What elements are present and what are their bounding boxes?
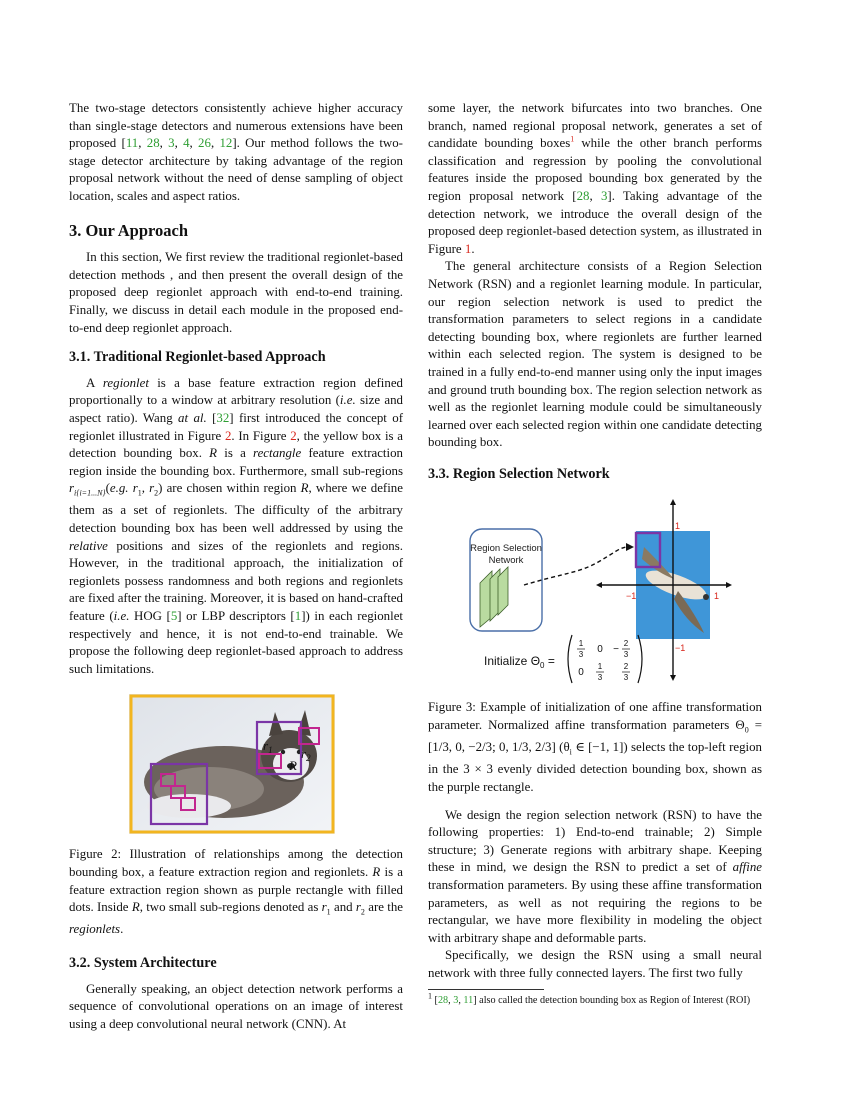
tick-label-top: 1: [675, 521, 681, 532]
svg-text:0: 0: [578, 667, 584, 679]
citation-link[interactable]: 5: [170, 609, 178, 624]
init-equation-label: Initialize $\Theta_0$ =: [484, 654, 555, 671]
architecture-paragraph-2: The general architecture consists of a Region Selection Network (RSN) and a regionlet learning module. In particular, our region selection network is used to predict the transformation parameters to select regions in a candidate detecting bounding box, where regionlets are further learned within each selected region. The system is designed to be trained in a fully end-to-end manner using only the input images and ground truth bounding box. The region selection network as well as the regionlet learning module could be simultaneously learned over each selected region within one candidate detecting bounding box.: [428, 259, 762, 450]
citation-link[interactable]: 3: [168, 136, 175, 151]
svg-text:0: 0: [597, 644, 603, 656]
tick-label-right: 1: [714, 591, 720, 602]
svg-text:1: 1: [597, 662, 603, 672]
citation-link[interactable]: 4: [183, 136, 190, 151]
rsn-label-line1: Region Selection: [470, 543, 542, 555]
rsn-design-paragraph: Specifically, we design the RSN using a small neural network with three fully connected layers. The first two fully: [428, 948, 762, 980]
rsn-properties-paragraph: We design the region selection network (RSN) to have the following properties: 1) End-to-end trainable; 2) Simple structure; 3) Generate regions with arbitrary shape. Keeping these in mind, we design the RSN to predict a set of affine transformation parameters. By using these affine transformation parameters, as well as not requiring the regions to be rectangular, we have more flexibility in modeling the object with arbitrary shape and deformable parts.: [428, 807, 762, 945]
figure-link[interactable]: 2: [224, 428, 232, 443]
svg-text:3: 3: [578, 650, 584, 660]
subsection-heading: 3.3. Region Selection Network: [428, 465, 610, 482]
footnote: $^1$ [28, 3, 11] also called the detection bounding box as Region of Interest (ROI): [428, 991, 751, 1006]
section-paragraph: Generally speaking, an object detection network performs a sequence of convolutional operations on an image of interest using a deep convolutional neural network (CNN). At: [69, 981, 403, 1031]
rsn-affine-diagram: [468, 493, 738, 685]
svg-text:2: 2: [623, 639, 629, 649]
citation-link[interactable]: 3: [600, 188, 608, 203]
footnote-rule: [428, 989, 544, 990]
regionlet-paragraph: A regionlet is a base feature extraction region defined proportionally to a window at arbitrary resolution (i.e. size and aspect ratio). Wang at al. [32] first introduced the concept of regionlet illustrated in Figure 2. In Figure 2, the yellow box is a detection bounding box. R is a rectangle feature extraction region inside the bounding box. Furthermore, small sub-regions $r_{i\{i=1...N\}}(e.g$. $r_1$, $r_2$) are chosen within region R, where we define them as a set of regionlets. The difficulty of the arbitrary detection bounding box has been well addressed by using the relative positions and sizes of the regionlets and regions. However, in the traditional approach, the initialization of regionlets possess randomness and both regions and regionlets are fixed after the training. Moreover, it is based on hand-crafted feature (i.e. HOG [5] or LBP descriptors [1]) in each regionlet respectively and hence, it is not end-to-end trainable. We propose the following deep regionlet-based approach to address such limitations.: [69, 375, 404, 676]
label-r2: $r_2$: [301, 746, 311, 764]
citation-link[interactable]: 11: [463, 994, 474, 1006]
label-r1: $r_1$: [263, 738, 273, 756]
figure-link[interactable]: 2: [290, 428, 297, 443]
figure-3-caption: Figure 3: Example of initialization of one affine transformation parameter. Normalized affine transformation parameters $\Theta_0 = [1/3$, 0, −2/3; 0, 1/3, 2/3] ($\theta_i$ ∈ [−1, 1]) selects the top-left region in the 3 × 3 evenly divided detection bounding box, shown as the purple rectangle.: [428, 700, 763, 794]
figure-2: [129, 694, 335, 834]
svg-text:3: 3: [597, 673, 603, 683]
label-R: R: [289, 758, 297, 774]
citation-link[interactable]: 1: [294, 609, 302, 624]
text: The two-stage detectors consistently achieve higher accuracy than single-stage detectors and numerous extensions have been proposed [: [69, 101, 403, 151]
svg-text:3: 3: [623, 650, 629, 660]
right-column: [428, 100, 762, 1007]
matrix-right-paren: [638, 635, 642, 683]
subsection-heading: 3.2. System Architecture: [69, 954, 217, 971]
citation-link[interactable]: 28: [146, 136, 160, 151]
citation-link[interactable]: 28: [437, 994, 449, 1006]
rsn-label-line2: Network: [488, 555, 524, 567]
figure-link[interactable]: 1: [464, 241, 472, 256]
svg-text:3: 3: [623, 673, 629, 683]
left-column: [69, 100, 403, 1033]
section-heading: 3. Our Approach: [69, 220, 189, 240]
citation-link[interactable]: 32: [216, 410, 230, 425]
section-paragraph: In this section, We first review the traditional regionlet-based detection methods , and then present the overall design of the proposed deep regionlet approach with end-to-end training. Finally, we discuss in detail each module in the proposed end-to-end deep regionlet approach.: [69, 250, 403, 335]
svg-text:−: −: [613, 644, 619, 656]
citation-link[interactable]: 12: [219, 136, 233, 151]
citation-link[interactable]: 3: [453, 994, 459, 1006]
text: ]. Our method follows the two-stage detector architecture by taking advantage of the region proposal network without the need of dense sampling of object location, scales and aspect ratios.: [69, 136, 403, 203]
matrix-left-paren: [568, 635, 572, 683]
subsection-heading: 3.1. Traditional Regionlet-based Approach: [69, 349, 326, 366]
tick-label-left: −1: [626, 591, 637, 602]
svg-text:2: 2: [623, 662, 629, 672]
tick-label-bottom: −1: [675, 643, 686, 654]
architecture-paragraph: some layer, the network bifurcates into two branches. One branch, named regional proposal network, generates a set of candidate bounding boxes$^1$ while the other branch performs classification and regression by pooling the convolutional features inside the proposed bounding box generated by the region proposal network [28, 3]. Taking advantage of the detection network, we introduce the overall design of the proposed deep regionlet-based detection system, as illustrated in Figure 1.: [428, 101, 762, 256]
svg-text:1: 1: [578, 639, 584, 649]
husky-illustration: [129, 694, 335, 834]
figure-2-caption: Figure 2: Illustration of relationships among the detection bounding box, a feature extraction region and regionlets. R is a feature extraction region shown as purple rectangle with filled dots. Inside R, two small sub-regions denoted as $r_1$ and $r_2$ are the regionlets.: [69, 847, 403, 937]
citation-link[interactable]: 11: [125, 136, 139, 151]
init-matrix: [577, 639, 630, 682]
figure-3: [468, 493, 738, 685]
citation-link[interactable]: 26: [198, 136, 211, 151]
intro-paragraph: The two-stage detectors consistently achieve higher accuracy than single-stage detectors and numerous extensions have been proposed [11, 28, 3, 4, 26, 12]. Our method follows the two-stage detector architecture by taking advantage of the region proposal network without the need of dense sampling of object location, scales and aspect ratios.: [69, 101, 403, 203]
citation-link[interactable]: 28: [576, 188, 590, 203]
footnote-link[interactable]: 1: [570, 134, 575, 144]
